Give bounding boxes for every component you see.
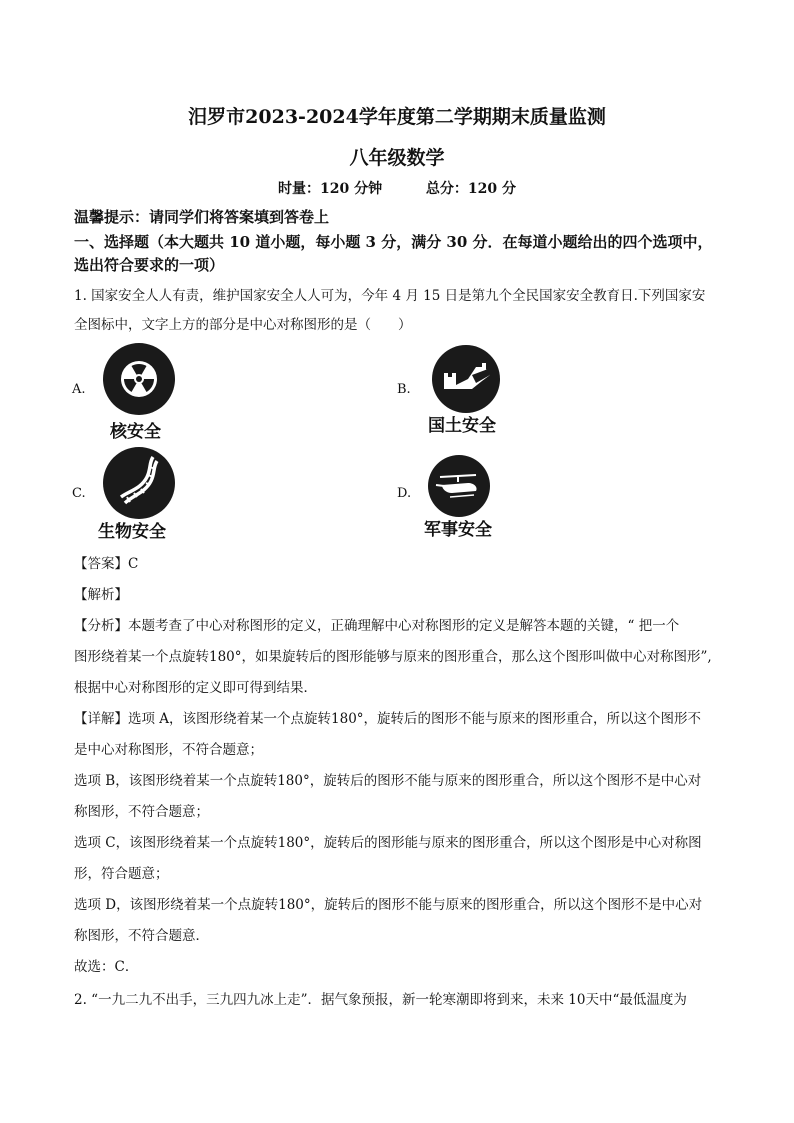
section1-heading-line2: 选出符合要求的一项） [74, 256, 225, 274]
analysis-line: 选项 D，该图形绕着某一个点旋转180°，旋转后的图形不能与原来的图形重合，所以这个图形不是中心对 [74, 897, 703, 913]
analysis-line: 图形绕着某一个点旋转180°，如果旋转后的图形能够与原来的图形重合，那么这个图形叫做中心对称图形”, [74, 649, 712, 665]
exam-time-score [0, 178, 794, 198]
q1-text-line2: 全图标中，文字上方的部分是中心对称图形的是（ ） [74, 317, 412, 333]
analysis-line: 称图形，不符合题意． [74, 928, 209, 944]
option-a-letter: A. [72, 382, 86, 397]
dna-icon [103, 447, 175, 519]
option-d-label: 军事安全 [424, 520, 492, 540]
exam-total-score: 总分：120 分 [425, 181, 516, 197]
analysis-line: 【分析】本题考查了中心对称图形的定义，正确理解中心对称图形的定义是解答本题的关键，“ 把一个 [74, 618, 680, 634]
exam-title: 汨罗市2023-2024学年度第二学期期末质量监测 [188, 106, 606, 128]
analysis-line: 选项 C，该图形绕着某一个点旋转180°，旋转后的图形能与原来的图形重合，所以这个图形是中心对称图 [74, 835, 702, 851]
exam-time: 时量：120 分钟 [278, 181, 383, 197]
answer-line: 【答案】C [74, 556, 139, 572]
q2-text-line1: 2. “一九二九不出手，三九四九冰上走”．据气象预报，新一轮寒潮即将到来，未来 10天中“最低温度为 [74, 992, 687, 1008]
section1-heading-line1: 一、选择题（本大题共 10 道小题，每小题 3 分，满分 30 分．在每道小题给出的四个选项中， [74, 233, 713, 251]
analysis-line: 称图形，不符合题意； [74, 804, 209, 820]
radiation-icon [103, 343, 175, 415]
option-c-letter: C. [72, 486, 86, 501]
analysis-line: 【详解】选项 A，该图形绕着某一个点旋转180°，旋转后的图形不能与原来的图形重合，所以这个图形不 [74, 711, 702, 727]
analysis-line: 选项 B，该图形绕着某一个点旋转180°，旋转后的图形不能与原来的图形重合，所以这个图形不是中心对 [74, 773, 702, 789]
analysis-line: 根据中心对称图形的定义即可得到结果． [74, 680, 317, 696]
analysis-line: 形，符合题意； [74, 866, 169, 882]
analysis-tag: 【解析】 [74, 587, 128, 603]
q1-text-line1: 1. 国家安全人人有责，维护国家安全人人可为，今年 4 月 15 日是第九个全民国家安全教育日.下列国家安 [74, 288, 706, 304]
option-b-label: 国土安全 [428, 416, 496, 436]
option-d-letter: D. [397, 486, 412, 501]
option-a-label: 核安全 [110, 422, 161, 442]
helicopter-icon [428, 455, 490, 517]
tip: 温馨提示：请同学们将答案填到答卷上 [74, 208, 330, 226]
analysis-line: 故选：C． [74, 959, 139, 975]
option-b-letter: B. [397, 382, 411, 397]
exam-subtitle: 八年级数学 [349, 147, 445, 169]
option-c-label: 生物安全 [98, 522, 166, 542]
great-wall-icon [432, 345, 500, 413]
analysis-line: 是中心对称图形，不符合题意； [74, 742, 263, 758]
